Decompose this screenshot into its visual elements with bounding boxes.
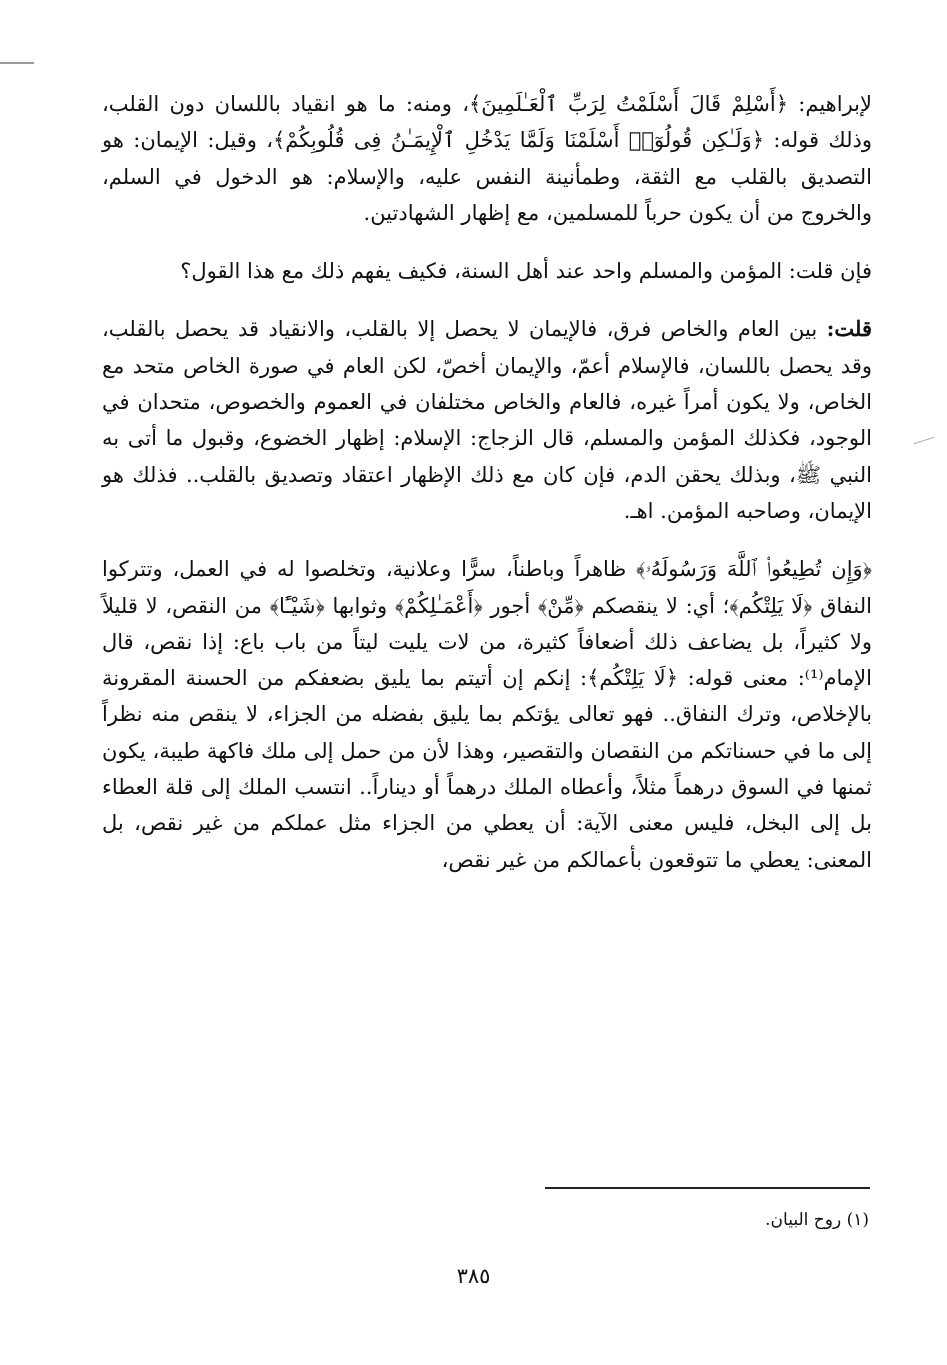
footnote-separator <box>545 1187 870 1189</box>
main-text <box>102 86 872 878</box>
answer-lead: قلت: <box>826 316 872 342</box>
paragraph-obey-allah: ﴿وَإِن تُطِيعُوا۟ ٱللَّهَ وَرَسُولَهُۥ﴾ ظاهراً وباطناً، سرًّا وعلانية، وتخلصوا له في العمل، وتتركوا النفاق ﴿لَا يَلِتْكُم﴾؛ أي: لا ينقصكم ﴿مِّنْ﴾ أجور ﴿أَعْمَـٰلِكُمْ﴾ وثوابها ﴿شَيْـًٔا﴾ من النقص، لا قليلاً ولا كثيراً، بل يضاعف ذلك أضعافاً كثيرة، من لات يليت ليتاً من باب باع: إذا نقص، قال الإمام⁽¹⁾: معنى قوله: ﴿لَا يَلِتْكُم﴾: إنكم إن أتيتم بما يليق بضعفكم من الحسنة المقرونة بالإخلاص، وترك النفاق.. فهو تعالى يؤتكم بما يليق بفضله من الجزاء، لا ينقص منه نظراً إلى ما في حسناتكم من النقصان والتقصير، وهذا لأن من حمل إلى ملك فاكهة طيبة، يكون ثمنها في السوق درهماً مثلاً، وأعطاه الملك درهماً أو ديناراً.. انتسب الملك إلى قلة العطاء بل إلى البخل، فليس معنى الآية: أن يعطي من الجزاء مثل عملكم من غير نقص، بل المعنى: يعطي ما تتوقعون بأعمالكم من غير نقص، <box>102 557 872 872</box>
answer-body: بين العام والخاص فرق، فالإيمان لا يحصل إلا بالقلب، والانقياد قد يحصل بالقلب، وقد يحصل باللسان، فالإسلام أعمّ، والإيمان أخصّ، لكن العام في صورة الخاص متحد مع الخاص، ولا يكون أمراً غيره، فالعام والخاص مختلفان في العموم والخصوص، متحدان في الوجود، فكذلك المؤمن والمسلم، قال الزجاج: الإسلام: إظهار الخضوع، وقبول ما أتى به النبي ﷺ، وبذلك يحقن الدم، فإن كان مع ذلك الإظهار اعتقاد وتصديق بالقلب.. فذلك هو الإيمان، وصاحبه المؤمن. اهـ. <box>102 317 872 523</box>
footnote: (١) روح البيان. <box>765 1210 869 1230</box>
paragraph-ibrahim-islam: لإبراهيم: ﴿أَسْلِمْ قَالَ أَسْلَمْتُ لِرَبِّ ٱلْعَـٰلَمِينَ﴾، ومنه: ما هو انقياد باللسان دون القلب، وذلك قوله: ﴿وَلَـٰكِن قُولُوٓا۟ أَسْلَمْنَا وَلَمَّا يَدْخُلِ ٱلْإِيمَـٰنُ فِى قُلُوبِكُمْ﴾، وقيل: الإيمان: هو التصديق بالقلب مع الثقة، وطمأنينة النفس عليه، والإسلام: هو الدخول في السلم، والخروج من أن يكون حرباً للمسلمين، مع إظهار الشهادتين. <box>102 92 872 225</box>
paragraph-question: فإن قلت: المؤمن والمسلم واحد عند أهل السنة، فكيف يفهم ذلك مع هذا القول؟ <box>180 259 872 284</box>
scan-margin-tick <box>913 437 934 445</box>
page-number: ٣٨٥ <box>456 1264 491 1288</box>
paragraph-answer <box>102 311 872 529</box>
scan-edge-mark <box>0 62 34 64</box>
